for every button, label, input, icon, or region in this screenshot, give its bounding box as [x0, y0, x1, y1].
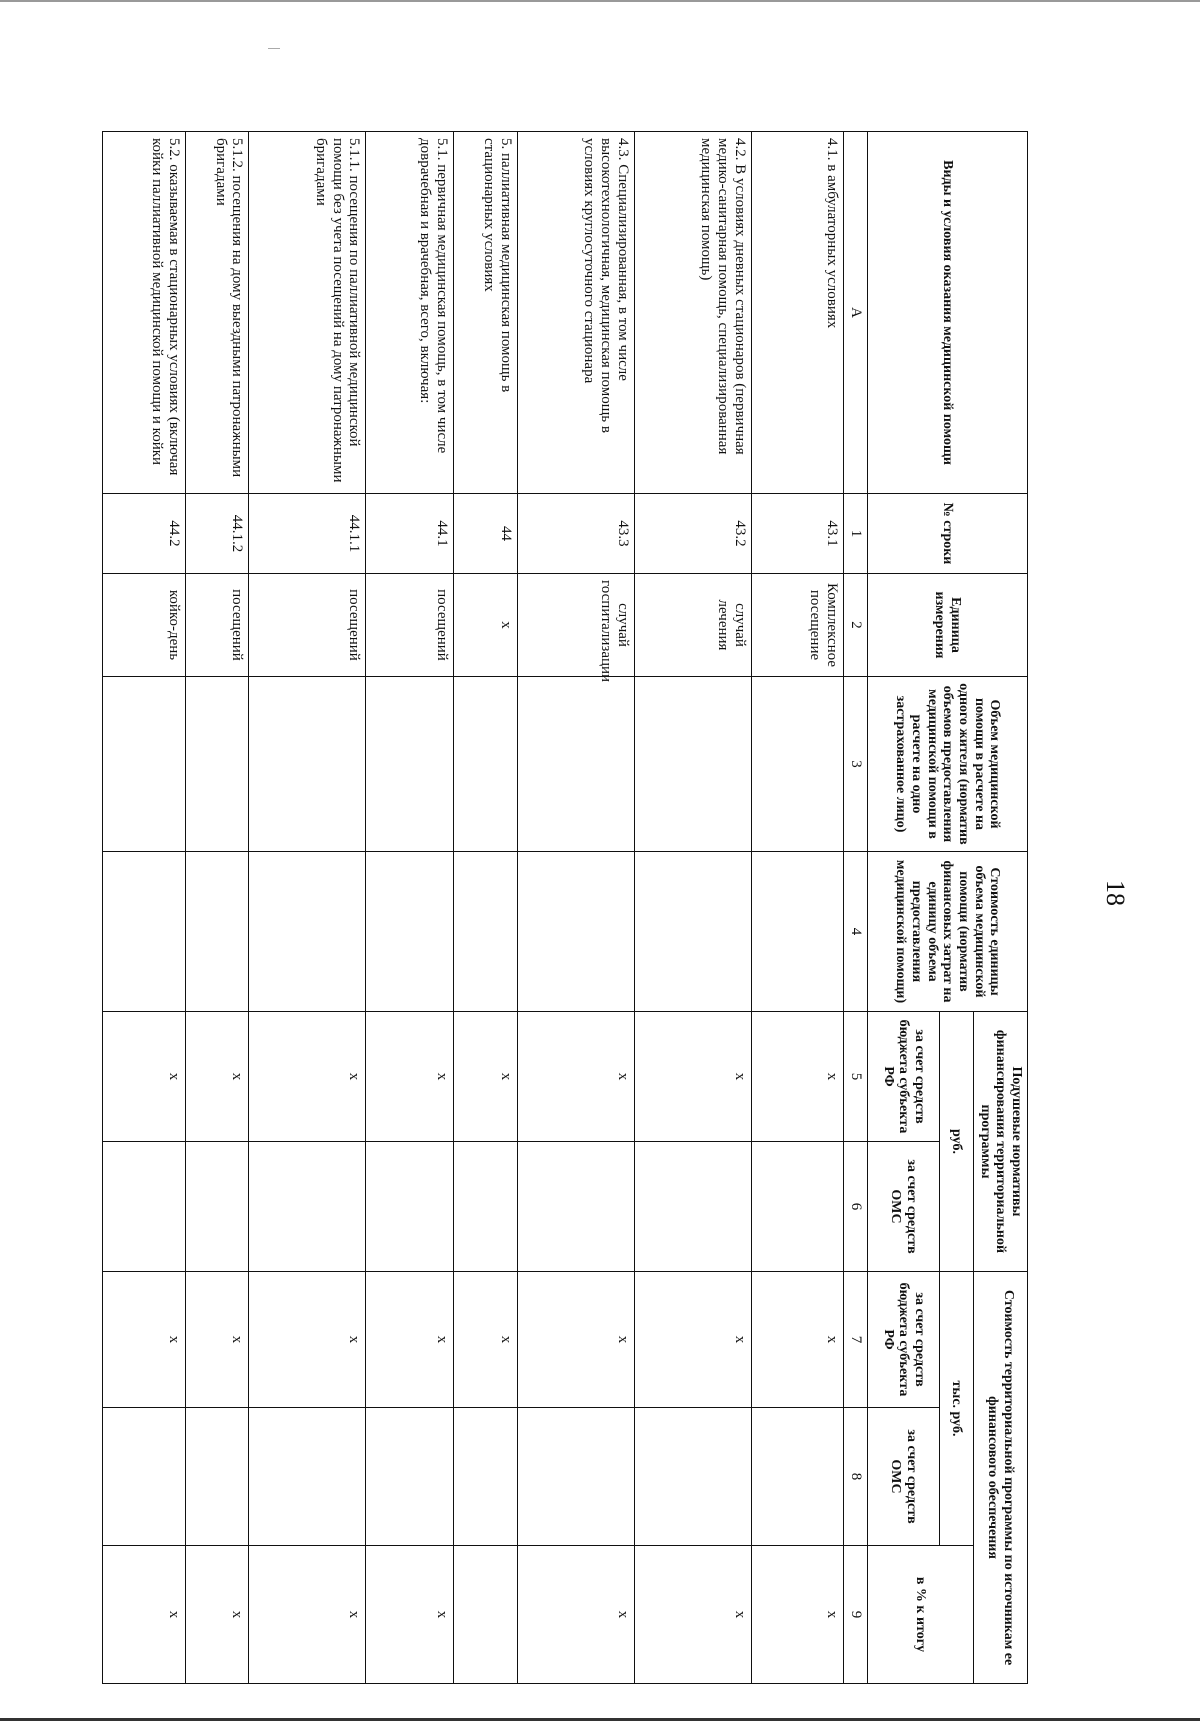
row-volume [103, 677, 186, 852]
row-oms-thousand [103, 1408, 186, 1546]
row-kind: 4.2. В условиях дневных стационаров (первичная медико-санитарная помощь, специализированная медицинская помощь) [634, 132, 751, 494]
row-oms-rub [634, 1142, 751, 1272]
row-line: 44.1.2 [185, 494, 248, 574]
colnum-9: 9 [844, 1546, 868, 1684]
row-budget-rub: х [454, 1012, 517, 1142]
row-volume [366, 677, 454, 852]
colnum-5: 5 [844, 1012, 868, 1142]
row-unit: Комплексное посещение [751, 574, 844, 677]
row-oms-rub [751, 1142, 844, 1272]
row-oms-rub [517, 1142, 634, 1272]
row-unit: посещений [185, 574, 248, 677]
header-budget-rub: за счет средств бюджета субъекта РФ [867, 1012, 939, 1142]
row-unit: случай лечения [634, 574, 751, 677]
row-cost [103, 852, 186, 1012]
row-budget-thousand: х [634, 1272, 751, 1408]
financing-table [102, 131, 1028, 1684]
row-cost [185, 852, 248, 1012]
row-oms-rub [454, 1142, 517, 1272]
colnum-2: 2 [844, 574, 868, 677]
row-cost [517, 852, 634, 1012]
row-budget-rub: х [366, 1012, 454, 1142]
row-budget-thousand: х [185, 1272, 248, 1408]
row-unit: случай госпитализации [517, 574, 634, 677]
row-cost [249, 852, 366, 1012]
row-cost [366, 852, 454, 1012]
row-budget-rub: х [634, 1012, 751, 1142]
row-line: 44.1.1 [249, 494, 366, 574]
row-kind: 5.1.2. посещения на дому выездными патронажными бригадами [185, 132, 248, 494]
header-unit: Единица измерения [867, 574, 1027, 677]
row-budget-thousand: х [249, 1272, 366, 1408]
row-budget-thousand: х [103, 1272, 186, 1408]
table-row [366, 132, 454, 1684]
header-line: № строки [867, 494, 1027, 574]
scan-bottom-border [0, 1718, 1200, 1721]
row-oms-rub [366, 1142, 454, 1272]
header-group-norm: Подушевые нормативы финансирования территориальной программы [973, 1012, 1027, 1272]
row-oms-thousand [454, 1408, 517, 1546]
row-volume [634, 677, 751, 852]
row-percent: х [366, 1546, 454, 1684]
row-oms-thousand [634, 1408, 751, 1546]
header-unit-rub: руб. [939, 1012, 973, 1272]
scan-top-border [0, 0, 1200, 2]
row-budget-rub: х [517, 1012, 634, 1142]
row-kind: 5.1. первичная медицинская помощь, в том числе доврачебная и врачебная, всего, включая: [366, 132, 454, 494]
row-kind: 5. паллиативная медицинская помощь в стационарных условиях [454, 132, 517, 494]
row-unit: х [454, 574, 517, 677]
row-kind: 4.1. в амбулаторных условиях [751, 132, 844, 494]
row-kind: 5.2. оказываемая в стационарных условиях (включая койки паллиативной медицинской помощи и койки [103, 132, 186, 494]
row-line: 44 [454, 494, 517, 574]
row-budget-thousand: х [454, 1272, 517, 1408]
colnum-6: 6 [844, 1142, 868, 1272]
row-budget-rub: х [249, 1012, 366, 1142]
scan-mark [268, 48, 280, 49]
row-unit: посещений [366, 574, 454, 677]
row-oms-thousand [249, 1408, 366, 1546]
header-percent: в % к итогу [867, 1546, 973, 1684]
row-kind: 4.3. Специализированная, в том числе высокотехнологичная, медицинская помощь в условиях круглосуточного стационара [517, 132, 634, 494]
header-unit-thousand: тыс. руб. [939, 1272, 973, 1546]
header-cost: Стоимость единицы объема медицинской помощи (норматив финансовых затрат на единицу объема предоставления медицинской помощи) [867, 852, 1027, 1012]
row-unit: койко-день [103, 574, 186, 677]
row-volume [249, 677, 366, 852]
colnum-8: 8 [844, 1408, 868, 1546]
colnum-1: 1 [844, 494, 868, 574]
row-budget-rub: х [185, 1012, 248, 1142]
row-volume [185, 677, 248, 852]
row-percent: х [249, 1546, 366, 1684]
header-oms-thousand: за счет средств ОМС [867, 1408, 939, 1546]
rotated-table-sheet [102, 131, 1028, 1683]
row-percent: х [517, 1546, 634, 1684]
row-oms-rub [185, 1142, 248, 1272]
row-percent: х [751, 1546, 844, 1684]
row-volume [751, 677, 844, 852]
header-group-cost: Стоимость территориальной программы по источникам ее финансового обеспечения [973, 1272, 1027, 1684]
header-kind: Виды и условия оказания медицинской помощи [867, 132, 1027, 494]
row-line: 43.3 [517, 494, 634, 574]
row-oms-thousand [751, 1408, 844, 1546]
row-line: 43.2 [634, 494, 751, 574]
header-budget-thousand: за счет средств бюджета субъекта РФ [867, 1272, 939, 1408]
row-kind: 5.1.1. посещения по паллиативной медицинской помощи без учета посещений на дому патронажными бригадами [249, 132, 366, 494]
row-volume [517, 677, 634, 852]
row-cost [634, 852, 751, 1012]
row-percent: х [634, 1546, 751, 1684]
table-row [103, 132, 186, 1684]
row-line: 43.1 [751, 494, 844, 574]
row-percent [454, 1546, 517, 1684]
table-row [517, 132, 634, 1684]
row-percent: х [185, 1546, 248, 1684]
table-row [185, 132, 248, 1684]
colnum-7: 7 [844, 1272, 868, 1408]
row-budget-rub: х [103, 1012, 186, 1142]
row-percent: х [103, 1546, 186, 1684]
header-row-1 [973, 132, 1027, 1684]
row-budget-thousand: х [366, 1272, 454, 1408]
column-number-row [844, 132, 868, 1684]
page-number: 18 [1101, 880, 1130, 906]
colnum-a: А [844, 132, 868, 494]
row-cost [454, 852, 517, 1012]
colnum-3: 3 [844, 677, 868, 852]
row-budget-thousand: х [517, 1272, 634, 1408]
row-oms-thousand [185, 1408, 248, 1546]
table-row [634, 132, 751, 1684]
row-oms-thousand [517, 1408, 634, 1546]
row-cost [751, 852, 844, 1012]
row-oms-rub [103, 1142, 186, 1272]
colnum-4: 4 [844, 852, 868, 1012]
table-row [751, 132, 844, 1684]
row-budget-rub: х [751, 1012, 844, 1142]
row-unit: посещений [249, 574, 366, 677]
row-oms-rub [249, 1142, 366, 1272]
row-volume [454, 677, 517, 852]
table-row [454, 132, 517, 1684]
header-volume: Объем медицинской помощи в расчете на одного жителя (норматив объемов предоставления медицинской помощи в расчете на одно застрахованное лицо) [867, 677, 1027, 852]
row-line: 44.1 [366, 494, 454, 574]
row-budget-thousand: х [751, 1272, 844, 1408]
header-oms-rub: за счет средств ОМС [867, 1142, 939, 1272]
row-oms-thousand [366, 1408, 454, 1546]
table-row [249, 132, 366, 1684]
row-line: 44.2 [103, 494, 186, 574]
